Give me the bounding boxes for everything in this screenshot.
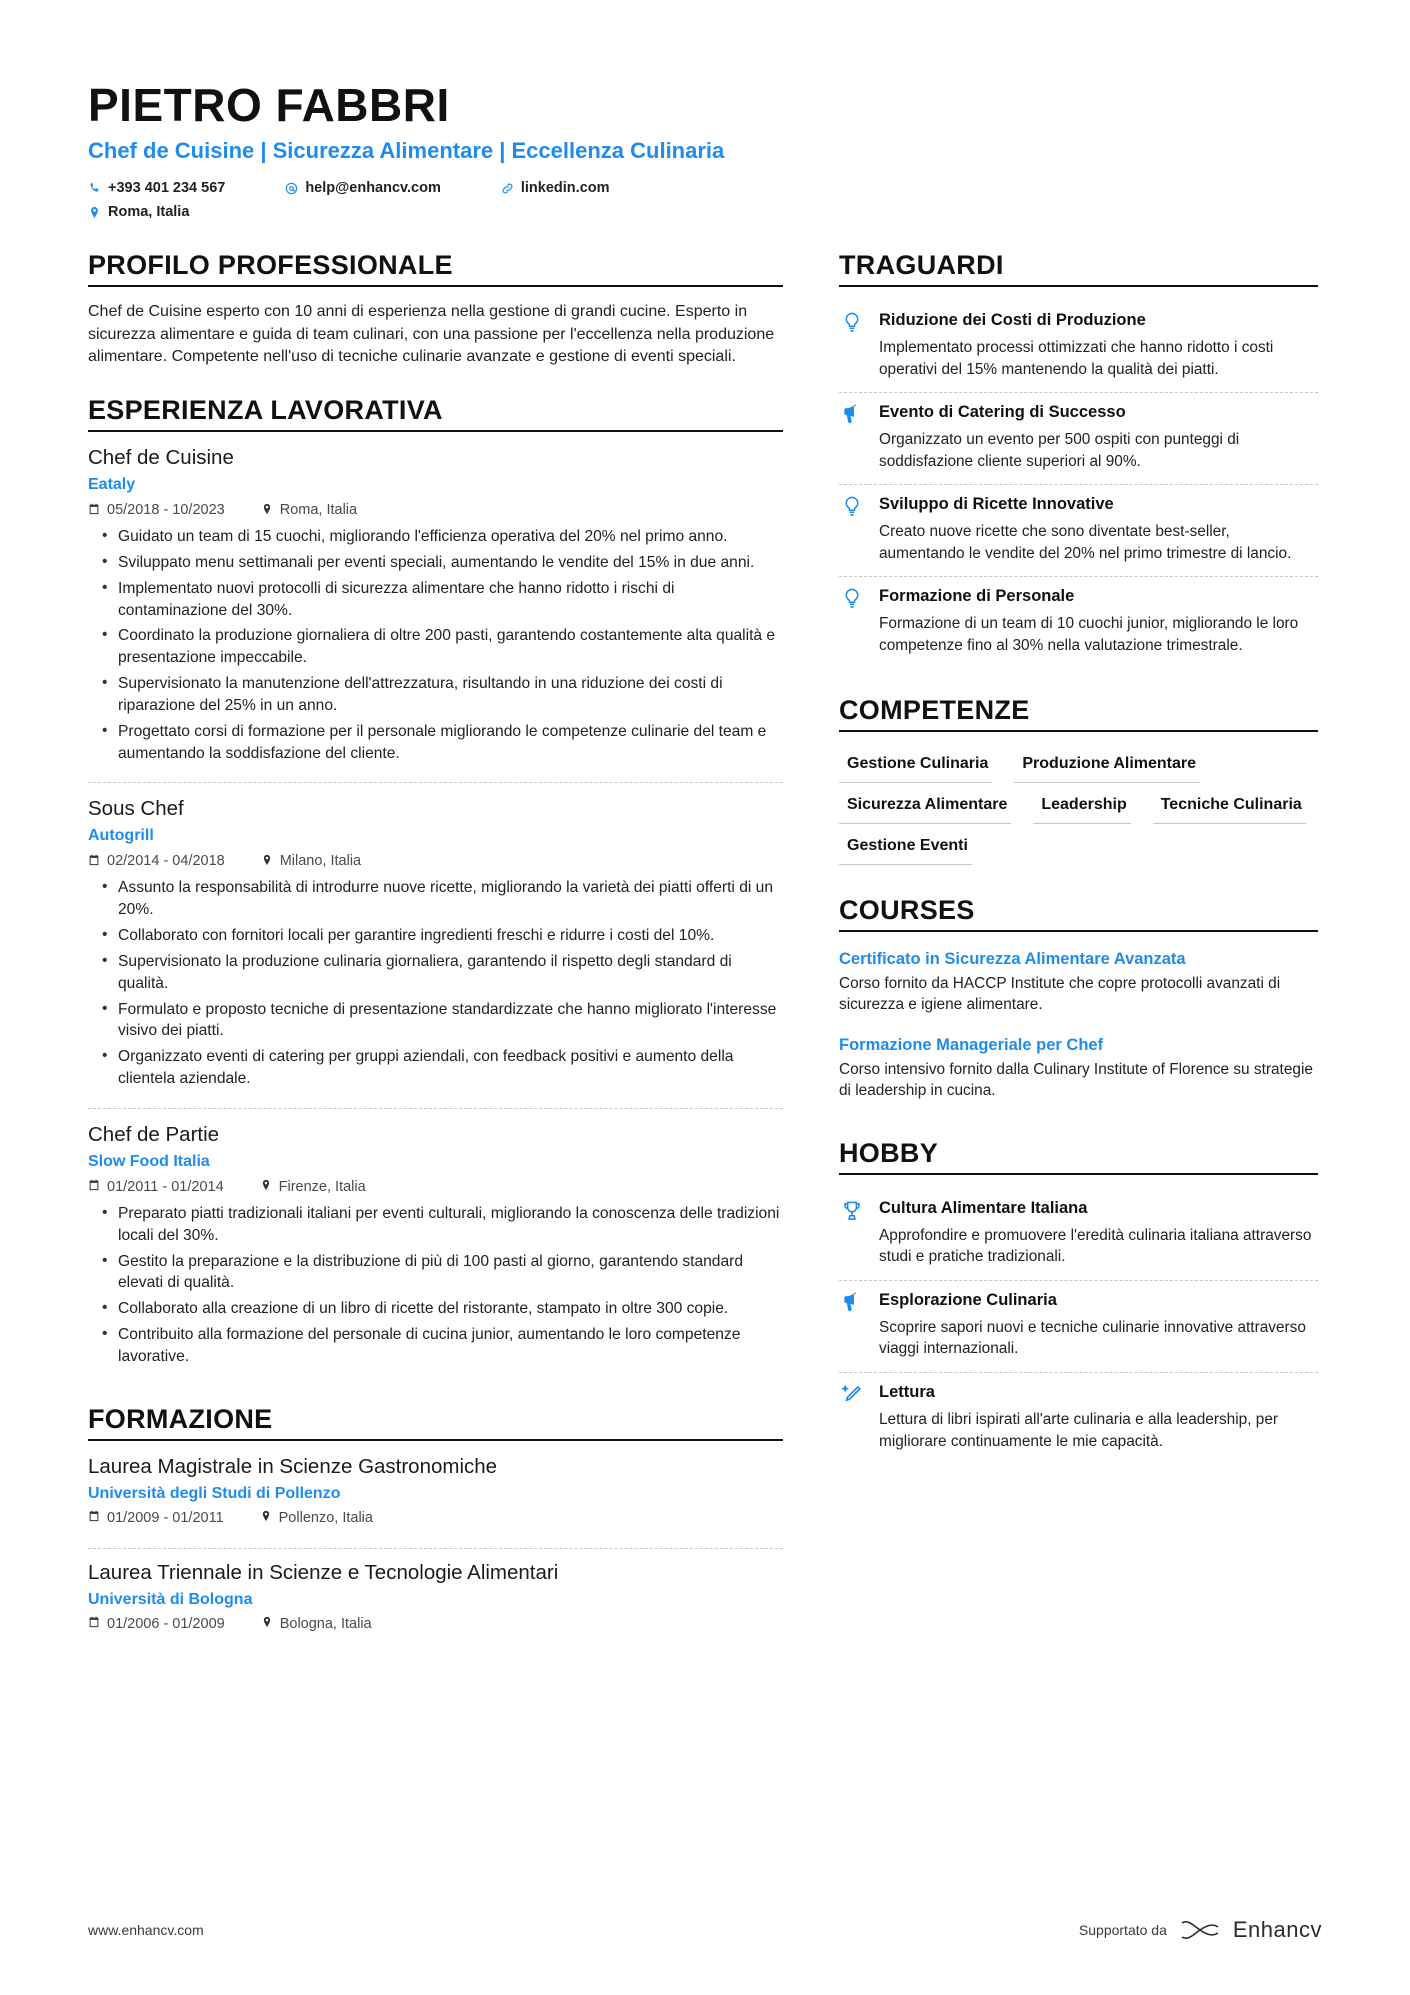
calendar-icon	[88, 1179, 100, 1194]
calendar-icon	[88, 503, 100, 518]
resume-header	[88, 78, 1322, 220]
course-item	[839, 946, 1318, 1026]
megaphone-icon	[839, 1291, 865, 1360]
education-item	[88, 1548, 783, 1646]
pencil-icon	[839, 1383, 865, 1452]
section-title-education: FORMAZIONE	[88, 1404, 783, 1441]
list-item: • Assunto la responsabilità di introdurre nuove ricette, migliorando la varietà dei piatti offerti di un 20%.	[108, 877, 783, 921]
section-title-achievements: TRAGUARDI	[839, 250, 1318, 287]
page-title: PIETRO FABBRI	[88, 79, 450, 131]
skill-chip: Tecniche Culinaria	[1153, 787, 1306, 824]
job-dates: 05/2018 - 10/2023	[107, 502, 225, 519]
skill-chip: Leadership	[1033, 787, 1130, 824]
education-location: Pollenzo, Italia	[278, 1509, 373, 1526]
company-name: Autogrill	[88, 827, 154, 845]
hobby-desc: Scoprire sapori nuovi e tecniche culinarie innovative attraverso viaggi internazionali.	[879, 1318, 1306, 1358]
footer-brand	[1079, 1917, 1322, 1943]
education-item	[88, 1455, 783, 1540]
list-item: • Organizzato eventi di catering per gruppi aziendali, con feedback positivi e aumento della clientela aziendale.	[108, 1046, 783, 1090]
profile-text: Chef de Cuisine esperto con 10 anni di esperienza nella gestione di grandi cucine. Esperto in sicurezza alimentare e guida di team culinari, con una passione per l'eccellenza nella produzione alimentare. Competente nell'uso di tecniche culinarie avanzate e gestione di eventi speciali.	[88, 303, 775, 366]
lightbulb-icon	[839, 495, 865, 564]
location-pin-icon	[260, 1179, 272, 1194]
job-dates: 02/2014 - 04/2018	[107, 853, 225, 870]
contact-linkedin-value: linkedin.com	[520, 180, 610, 196]
section-title-hobbies: HOBBY	[839, 1138, 1318, 1175]
hobby-title: Esplorazione Culinaria	[879, 1290, 1057, 1309]
right-column	[839, 246, 1318, 1646]
calendar-icon	[88, 1616, 100, 1631]
enhancv-logo-icon	[1179, 1917, 1221, 1943]
phone-icon	[88, 182, 101, 195]
brand-name: Enhancv	[1232, 1917, 1322, 1942]
achievement-title: Evento di Catering di Successo	[879, 403, 1126, 422]
job-location: Milano, Italia	[279, 853, 362, 870]
list-item: • Implementato nuovi protocolli di sicurezza alimentare che hanno ridotto i rischi di contaminazione del 30%.	[108, 578, 783, 622]
hobby-item	[839, 1372, 1318, 1464]
achievement-title: Riduzione dei Costi di Produzione	[879, 311, 1146, 329]
degree-title: Laurea Triennale in Scienze e Tecnologie Alimentari	[88, 1560, 559, 1584]
achievement-title: Sviluppo di Ricette Innovative	[879, 495, 1114, 514]
footer-website[interactable]: www.enhancv.com	[88, 1922, 204, 1938]
education-dates: 01/2009 - 01/2011	[107, 1509, 224, 1526]
experience-item	[88, 446, 783, 774]
company-name: Eataly	[88, 476, 136, 494]
hobby-title: Lettura	[879, 1383, 935, 1401]
link-icon	[501, 182, 514, 195]
list-item: • Gestito la preparazione e la distribuzione di più di 100 pasti al giorno, garantendo standard elevati di qualità.	[108, 1251, 783, 1295]
hobby-item	[839, 1280, 1318, 1372]
contact-list	[88, 180, 1038, 220]
list-item: • Contribuito alla formazione del personale di cucina junior, aumentando le loro competenze lavorative.	[108, 1324, 783, 1368]
course-item	[839, 1032, 1318, 1112]
education-meta	[88, 1616, 783, 1632]
lightbulb-icon	[839, 587, 865, 656]
degree-title: Laurea Magistrale in Scienze Gastronomiche	[88, 1454, 498, 1478]
hobby-desc: Approfondire e promuovere l'eredità culinaria italiana attraverso studi e pratiche tradizionali.	[879, 1226, 1312, 1266]
course-desc: Corso fornito da HACCP Institute che copre protocolli avanzati di sicurezza e igiene alimentare.	[839, 974, 1281, 1014]
section-title-profile: PROFILO PROFESSIONALE	[88, 250, 783, 287]
contact-phone	[88, 180, 225, 196]
list-item: • Sviluppato menu settimanali per eventi speciali, aumentando le vendite del 15% in due anni.	[108, 552, 783, 574]
skill-chip: Sicurezza Alimentare	[839, 787, 1011, 824]
list-item: • Collaborato con fornitori locali per garantire ingredienti freschi e ridurre i costi del 10%.	[108, 925, 783, 947]
calendar-icon	[88, 854, 100, 869]
list-item: • Supervisionato la produzione culinaria giornaliera, garantendo il rispetto degli standard di qualità.	[108, 951, 783, 995]
achievement-title: Formazione di Personale	[879, 587, 1075, 606]
achievement-item	[839, 392, 1318, 484]
job-title: Chef de Partie	[88, 1122, 220, 1146]
job-title: Chef de Cuisine	[88, 446, 234, 470]
skill-chip: Gestione Eventi	[839, 828, 972, 865]
job-location: Roma, Italia	[279, 502, 358, 519]
calendar-icon	[88, 1510, 100, 1525]
location-pin-icon	[261, 503, 273, 518]
professional-headline: Chef de Cuisine | Sicurezza Alimentare | Eccellenza Culinaria	[88, 138, 725, 163]
page-footer	[88, 1917, 1322, 1943]
experience-item	[88, 1108, 783, 1378]
job-meta	[88, 853, 783, 869]
job-title: Sous Chef	[88, 797, 184, 821]
list-item: • Guidato un team di 15 cuochi, migliorando l'efficienza operativa del 20% nel primo anno.	[108, 526, 783, 548]
trophy-icon	[839, 1199, 865, 1268]
course-desc: Corso intensivo fornito dalla Culinary Institute of Florence su strategie di leadership in cucina.	[839, 1060, 1313, 1100]
achievement-item	[839, 576, 1318, 668]
skill-chip: Gestione Culinaria	[839, 746, 992, 783]
education-meta	[88, 1510, 783, 1526]
experience-item	[88, 782, 783, 1099]
contact-location-value: Roma, Italia	[108, 204, 190, 220]
contact-phone-value: +393 401 234 567	[108, 180, 226, 196]
achievement-item	[839, 484, 1318, 576]
location-pin-icon	[88, 206, 101, 219]
email-icon	[285, 182, 298, 195]
lightbulb-icon	[839, 311, 865, 380]
achievement-desc: Creato nuove ricette che sono diventate best-seller, aumentando le vendite del 20% nel primo trimestre di lancio.	[879, 523, 1292, 562]
list-item: • Coordinato la produzione giornaliera di oltre 200 pasti, garantendo costantemente alta qualità e presentazione impeccabile.	[108, 625, 783, 669]
contact-email[interactable]	[285, 180, 441, 196]
job-bullets	[88, 526, 783, 764]
school-name: Università di Bologna	[88, 1590, 253, 1608]
company-name: Slow Food Italia	[88, 1152, 210, 1170]
job-meta	[88, 1179, 783, 1195]
list-item: • Progettato corsi di formazione per il personale migliorando le competenze culinarie del team e aumentando la soddisfazione del cliente.	[108, 721, 783, 765]
achievement-desc: Formazione di un team di 10 cuochi junior, migliorando le loro competenze fino al 30% nella valutazione trimestrale.	[879, 615, 1299, 654]
location-pin-icon	[261, 1616, 273, 1631]
hobby-desc: Lettura di libri ispirati all'arte culinaria e alla leadership, per migliorare continuamente le mie capacità.	[879, 1411, 1279, 1450]
achievement-desc: Organizzato un evento per 500 ospiti con punteggi di soddisfazione cliente superiori al 90%.	[879, 431, 1240, 470]
list-item: • Preparato piatti tradizionali italiani per eventi culturali, migliorando la conoscenza delle tradizioni locali del 30%.	[108, 1203, 783, 1247]
course-title: Certificato in Sicurezza Alimentare Avanzata	[839, 949, 1186, 968]
contact-email-value: help@enhancv.com	[305, 180, 441, 196]
achievement-desc: Implementato processi ottimizzati che hanno ridotto i costi operativi del 15% mantenendo la qualità dei piatti.	[879, 339, 1274, 378]
contact-location	[88, 204, 978, 220]
list-item: • Supervisionato la manutenzione dell'attrezzatura, risultando in una riduzione dei costi di riparazione del 25% in un anno.	[108, 673, 783, 717]
contact-linkedin[interactable]	[501, 180, 610, 196]
section-title-experience: ESPERIENZA LAVORATIVA	[88, 395, 783, 432]
list-item: • Formulato e proposto tecniche di presentazione standardizzate che hanno migliorato l'interesse visivo dei piatti.	[108, 999, 783, 1043]
skill-list	[839, 746, 1318, 869]
job-meta	[88, 502, 783, 518]
megaphone-icon	[839, 403, 865, 472]
section-title-courses: COURSES	[839, 895, 1318, 932]
hobby-item	[839, 1189, 1318, 1280]
job-bullets	[88, 877, 783, 1089]
job-bullets	[88, 1203, 783, 1368]
education-dates: 01/2006 - 01/2009	[107, 1615, 225, 1632]
skill-chip: Produzione Alimentare	[1014, 746, 1200, 783]
job-dates: 01/2011 - 01/2014	[107, 1178, 224, 1195]
achievement-item	[839, 301, 1318, 392]
hobby-title: Cultura Alimentare Italiana	[879, 1198, 1088, 1217]
left-column	[88, 246, 783, 1646]
location-pin-icon	[260, 1510, 272, 1525]
education-location: Bologna, Italia	[279, 1615, 372, 1632]
footer-supported-label: Supportato da	[1078, 1922, 1167, 1938]
section-title-skills: COMPETENZE	[839, 695, 1318, 732]
list-item: • Collaborato alla creazione di un libro di ricette del ristorante, stampato in oltre 300 copie.	[108, 1298, 783, 1320]
school-name: Università degli Studi di Pollenzo	[88, 1484, 341, 1502]
course-title: Formazione Manageriale per Chef	[839, 1035, 1104, 1054]
job-location: Firenze, Italia	[278, 1178, 366, 1195]
location-pin-icon	[261, 854, 273, 869]
